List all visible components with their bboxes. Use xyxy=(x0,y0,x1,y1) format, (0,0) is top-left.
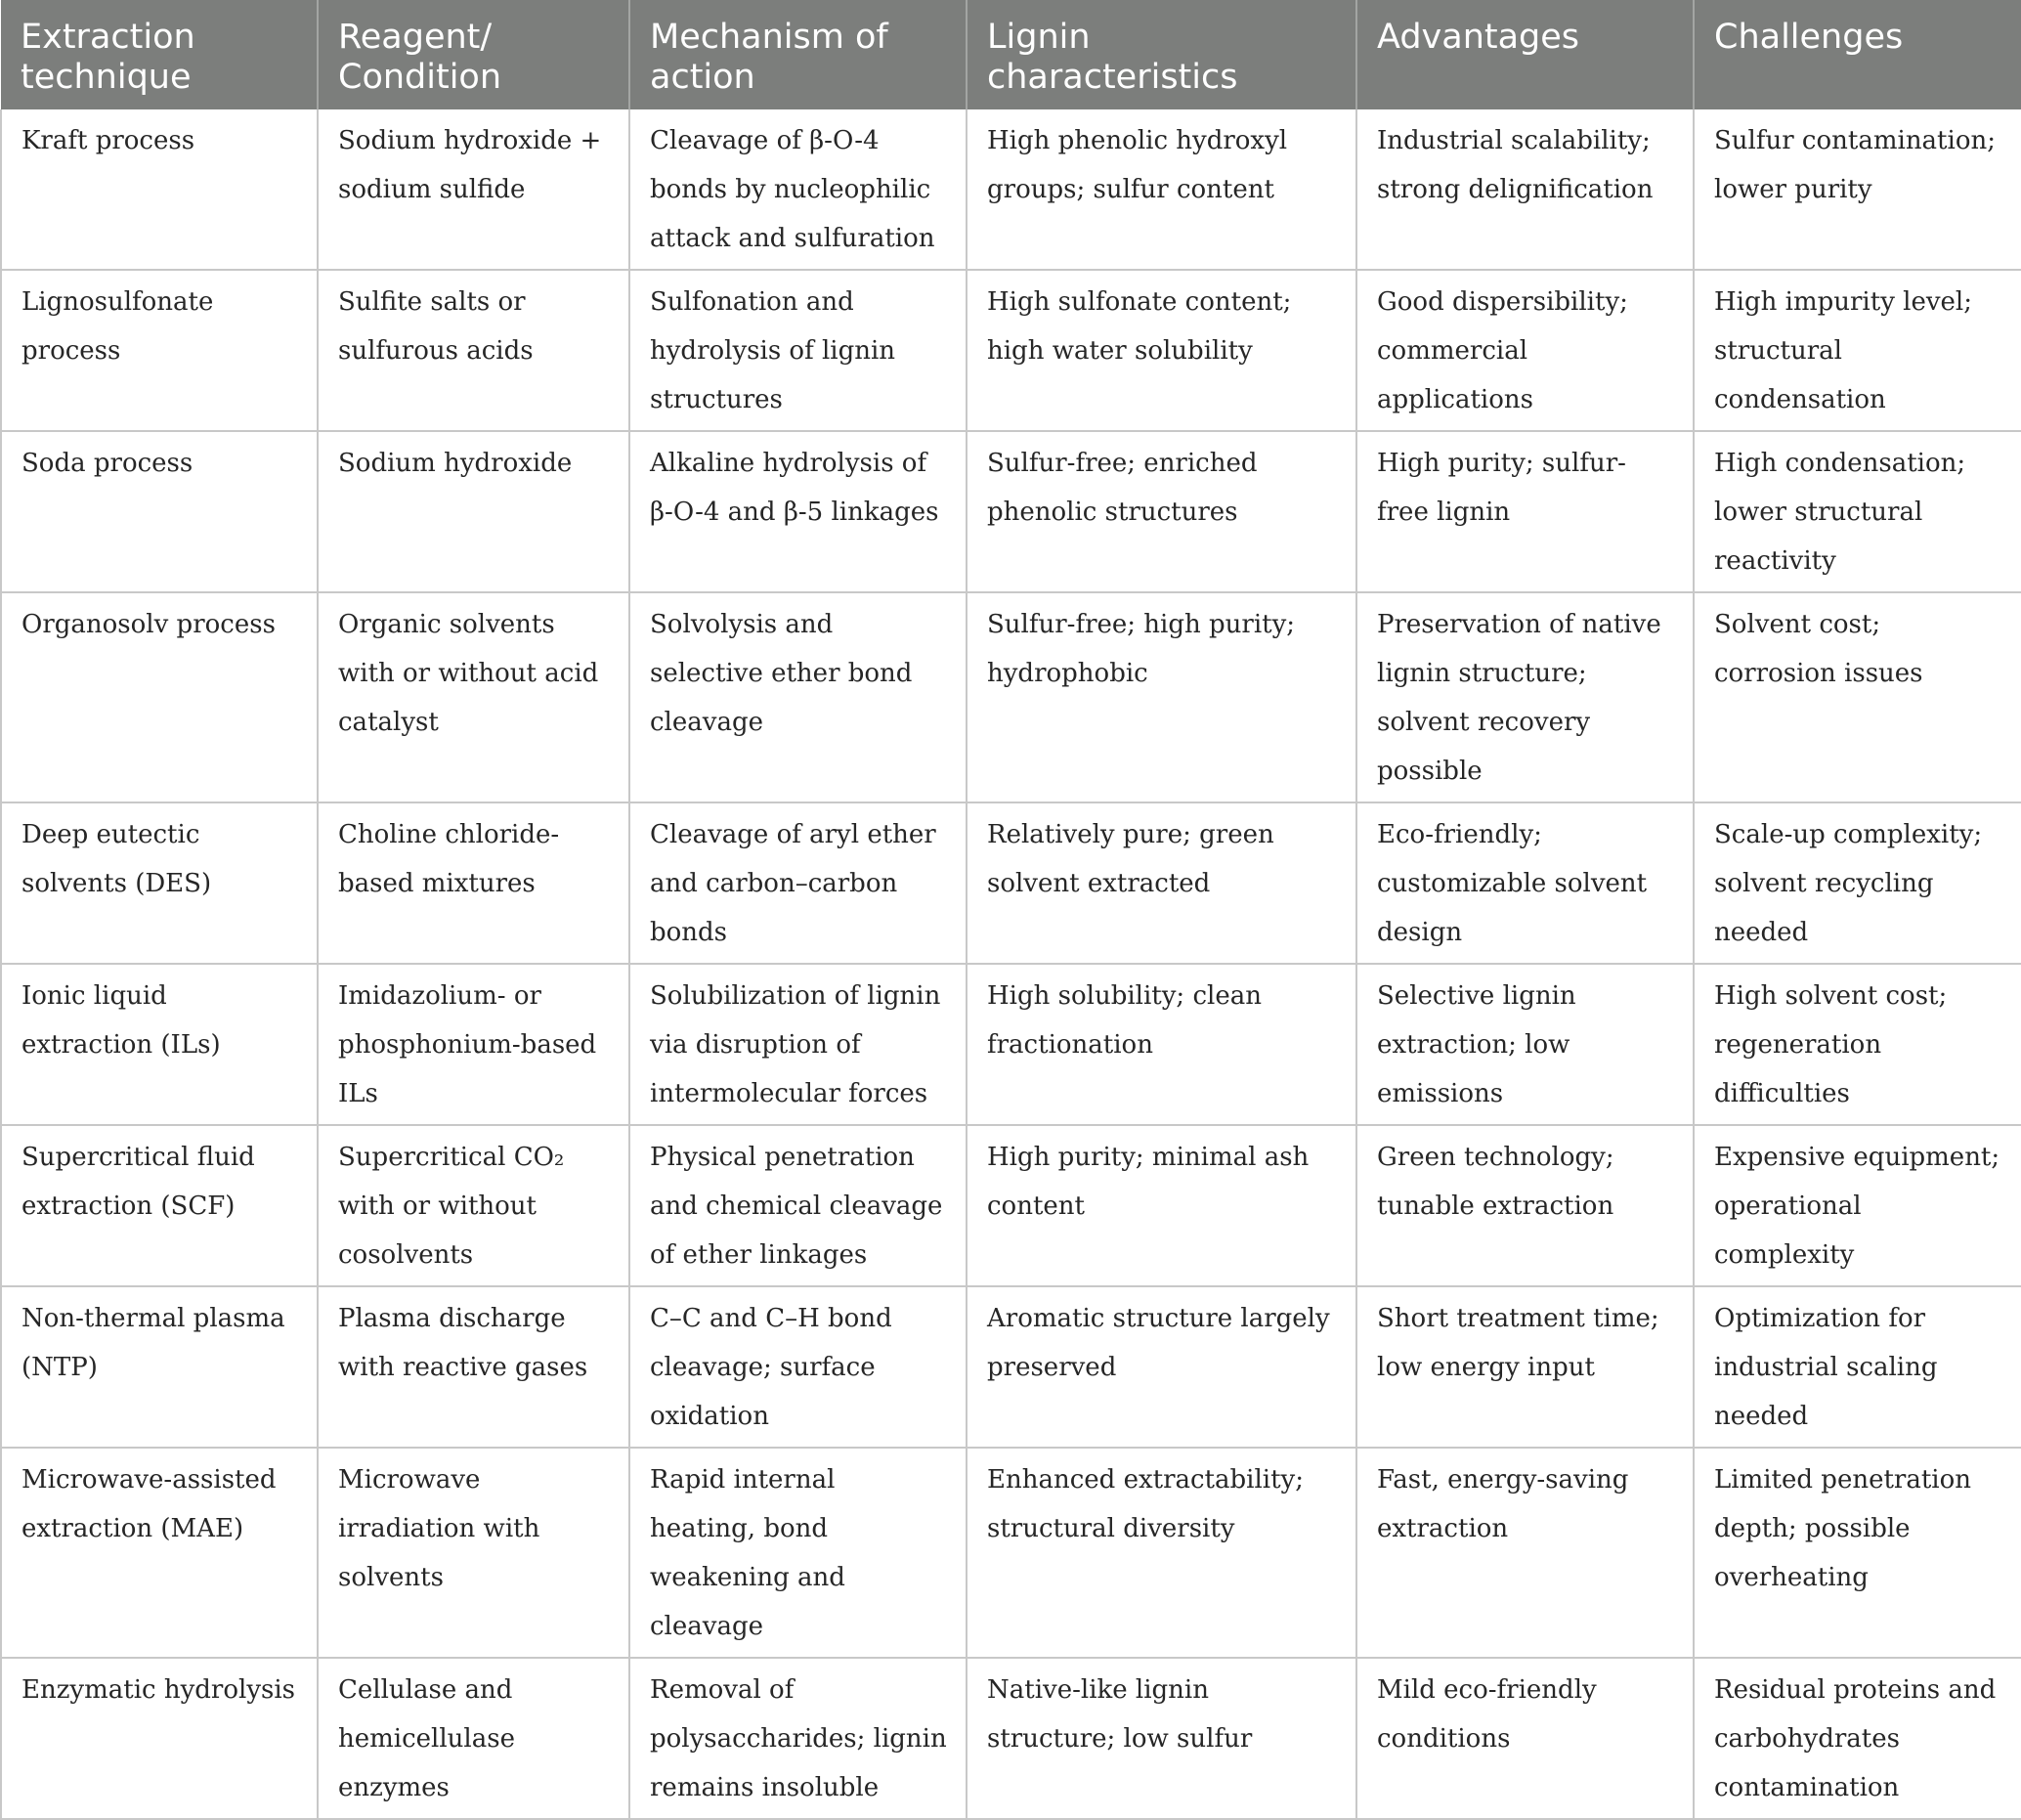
cell-mechanism: Sulfonation and hydrolysis of lignin structures xyxy=(629,270,967,431)
table-header xyxy=(1,0,2021,109)
cell-advantages: Good dispersibility; commercial applications xyxy=(1356,270,1694,431)
cell-advantages: Green technology; tunable extraction xyxy=(1356,1125,1694,1286)
header-extraction-technique: Extraction technique xyxy=(1,0,318,109)
cell-advantages: Short treatment time; low energy input xyxy=(1356,1286,1694,1448)
cell-characteristics: High solubility; clean fractionation xyxy=(967,964,1356,1125)
header-reagent-condition: Reagent/ Condition xyxy=(318,0,629,109)
table-row xyxy=(1,802,2021,964)
cell-reagent: Sulfite salts or sulfurous acids xyxy=(318,270,629,431)
cell-challenges: Limited penetration depth; possible overheating xyxy=(1694,1448,2021,1658)
cell-characteristics: High sulfonate content; high water solubility xyxy=(967,270,1356,431)
table-row xyxy=(1,1125,2021,1286)
cell-technique: Deep eutectic solvents (DES) xyxy=(1,802,318,964)
cell-challenges: Optimization for industrial scaling needed xyxy=(1694,1286,2021,1448)
cell-mechanism: Alkaline hydrolysis of β-O-4 and β-5 linkages xyxy=(629,431,967,592)
cell-reagent: Choline chloride-based mixtures xyxy=(318,802,629,964)
cell-mechanism: Physical penetration and chemical cleavage of ether linkages xyxy=(629,1125,967,1286)
cell-reagent: Plasma discharge with reactive gases xyxy=(318,1286,629,1448)
cell-characteristics: Sulfur-free; high purity; hydrophobic xyxy=(967,592,1356,802)
header-row xyxy=(1,0,2021,109)
cell-challenges: Sulfur contamination; lower purity xyxy=(1694,109,2021,270)
cell-advantages: Industrial scalability; strong delignification xyxy=(1356,109,1694,270)
cell-technique: Non-thermal plasma (NTP) xyxy=(1,1286,318,1448)
table-row xyxy=(1,592,2021,802)
cell-mechanism: C–C and C–H bond cleavage; surface oxidation xyxy=(629,1286,967,1448)
header-lignin-characteristics: Lignin characteristics xyxy=(967,0,1356,109)
cell-characteristics: Relatively pure; green solvent extracted xyxy=(967,802,1356,964)
cell-technique: Enzymatic hydrolysis xyxy=(1,1658,318,1819)
table-row xyxy=(1,964,2021,1125)
cell-advantages: Preservation of native lignin structure; solvent recovery possible xyxy=(1356,592,1694,802)
header-mechanism-of-action: Mechanism of action xyxy=(629,0,967,109)
cell-reagent: Microwave irradiation with solvents xyxy=(318,1448,629,1658)
table-row xyxy=(1,1658,2021,1819)
cell-challenges: Solvent cost; corrosion issues xyxy=(1694,592,2021,802)
cell-technique: Ionic liquid extraction (ILs) xyxy=(1,964,318,1125)
cell-mechanism: Solubilization of lignin via disruption of intermolecular forces xyxy=(629,964,967,1125)
cell-reagent: Imidazolium- or phosphonium-based ILs xyxy=(318,964,629,1125)
cell-technique: Organosolv process xyxy=(1,592,318,802)
table-body xyxy=(1,109,2021,1819)
cell-challenges: High condensation; lower structural reactivity xyxy=(1694,431,2021,592)
table-row xyxy=(1,109,2021,270)
cell-reagent: Sodium hydroxide + sodium sulfide xyxy=(318,109,629,270)
cell-reagent: Sodium hydroxide xyxy=(318,431,629,592)
cell-characteristics: Native-like lignin structure; low sulfur xyxy=(967,1658,1356,1819)
cell-mechanism: Rapid internal heating, bond weakening and cleavage xyxy=(629,1448,967,1658)
cell-advantages: Mild eco-friendly conditions xyxy=(1356,1658,1694,1819)
cell-challenges: High impurity level; structural condensation xyxy=(1694,270,2021,431)
cell-advantages: Selective lignin extraction; low emissions xyxy=(1356,964,1694,1125)
cell-characteristics: Enhanced extractability; structural diversity xyxy=(967,1448,1356,1658)
cell-mechanism: Solvolysis and selective ether bond cleavage xyxy=(629,592,967,802)
cell-characteristics: High phenolic hydroxyl groups; sulfur content xyxy=(967,109,1356,270)
cell-technique: Lignosulfonate process xyxy=(1,270,318,431)
cell-reagent: Supercritical CO₂ with or without cosolvents xyxy=(318,1125,629,1286)
cell-reagent: Organic solvents with or without acid catalyst xyxy=(318,592,629,802)
header-challenges: Challenges xyxy=(1694,0,2021,109)
cell-challenges: High solvent cost; regeneration difficulties xyxy=(1694,964,2021,1125)
cell-characteristics: Aromatic structure largely preserved xyxy=(967,1286,1356,1448)
cell-technique: Kraft process xyxy=(1,109,318,270)
table-row xyxy=(1,1448,2021,1658)
cell-mechanism: Removal of polysaccharides; lignin remains insoluble xyxy=(629,1658,967,1819)
table-row xyxy=(1,270,2021,431)
table-row xyxy=(1,1286,2021,1448)
cell-challenges: Residual proteins and carbohydrates contamination xyxy=(1694,1658,2021,1819)
cell-technique: Soda process xyxy=(1,431,318,592)
cell-characteristics: High purity; minimal ash content xyxy=(967,1125,1356,1286)
cell-mechanism: Cleavage of β-O-4 bonds by nucleophilic attack and sulfuration xyxy=(629,109,967,270)
cell-challenges: Scale-up complexity; solvent recycling needed xyxy=(1694,802,2021,964)
cell-characteristics: Sulfur-free; enriched phenolic structures xyxy=(967,431,1356,592)
cell-advantages: Eco-friendly; customizable solvent design xyxy=(1356,802,1694,964)
cell-technique: Supercritical fluid extraction (SCF) xyxy=(1,1125,318,1286)
header-advantages: Advantages xyxy=(1356,0,1694,109)
cell-advantages: Fast, energy-saving extraction xyxy=(1356,1448,1694,1658)
cell-mechanism: Cleavage of aryl ether and carbon–carbon bonds xyxy=(629,802,967,964)
cell-technique: Microwave-assisted extraction (MAE) xyxy=(1,1448,318,1658)
table-row xyxy=(1,431,2021,592)
cell-challenges: Expensive equipment; operational complexity xyxy=(1694,1125,2021,1286)
cell-reagent: Cellulase and hemicellulase enzymes xyxy=(318,1658,629,1819)
cell-advantages: High purity; sulfur-free lignin xyxy=(1356,431,1694,592)
